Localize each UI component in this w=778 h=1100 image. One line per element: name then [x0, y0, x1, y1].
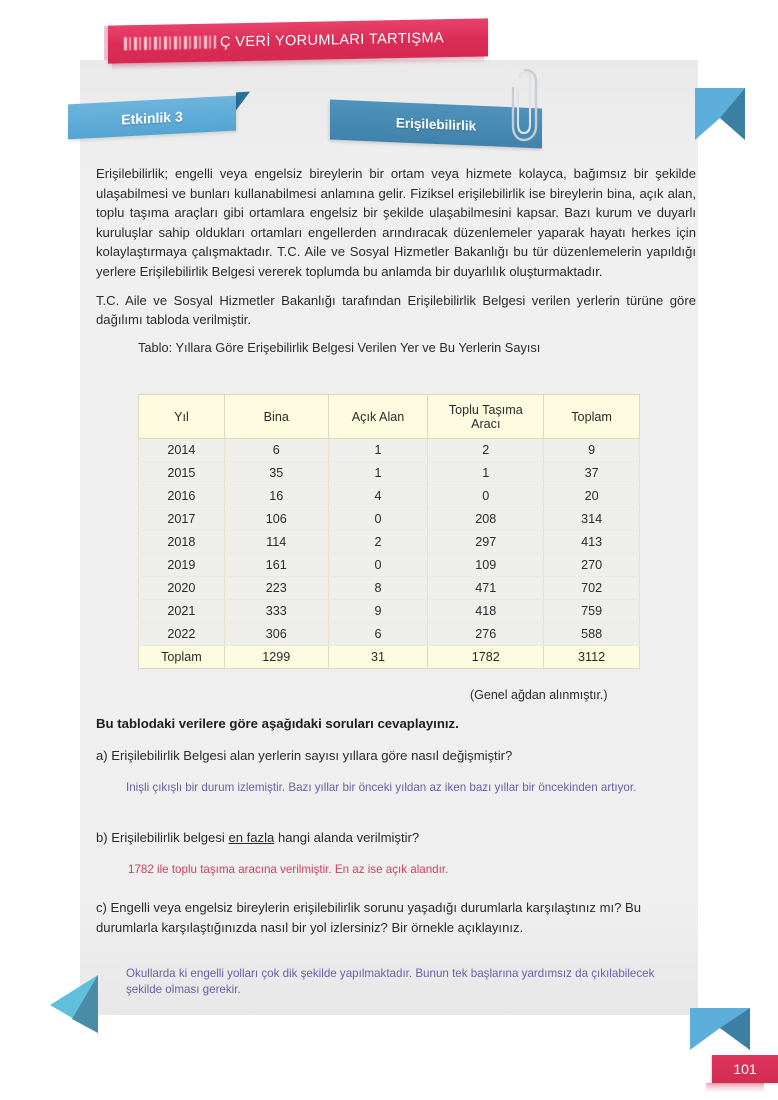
table-header-row	[139, 395, 640, 439]
accessibility-table-wrapper	[138, 394, 640, 669]
table-cell-toplam: 270	[544, 554, 640, 577]
answer-a: Inişli çıkışlı bir durum izlemiştir. Bazı yıllar bir önceki yıldan az iken bazı yıllar bir öncekinden artıyor.	[126, 781, 637, 794]
table-cell-toplu-tasima: 297	[428, 531, 544, 554]
table-cell-yil: 2015	[139, 462, 225, 485]
table-cell-yil: 2017	[139, 508, 225, 531]
table-cell-acik-alan: 1	[328, 439, 428, 462]
table-row	[139, 577, 640, 600]
table-cell-bina: 223	[224, 577, 328, 600]
ribbon-bottom-right-icon	[690, 1008, 750, 1050]
table-cell-acik-alan: 6	[328, 623, 428, 646]
table-cell-acik-alan: 1	[328, 462, 428, 485]
source-note: (Genel ağdan alınmıştır.)	[470, 688, 608, 702]
toplu-line-2: Aracı	[471, 416, 501, 431]
question-a: a) Erişilebilirlik Belgesi alan yerlerin sayısı yıllara göre nasıl değişmiştir?	[96, 748, 513, 763]
question-c: c) Engelli veya engelsiz bireylerin erişilebilirlik sorunu yaşadığı durumlarla karşılaştınız mı? Bu durumlarla karşılaştığınızda nasıl bir yol izlersiniz? Bir örnekle açıklayınız.	[96, 900, 642, 935]
table-row	[139, 508, 640, 531]
table-cell-toplu-tasima: 208	[428, 508, 544, 531]
table-cell-bina: 16	[224, 485, 328, 508]
table-cell-bina: 306	[224, 623, 328, 646]
table-cell-toplam: 314	[544, 508, 640, 531]
table-row	[139, 439, 640, 462]
table-cell-toplam: 20	[544, 485, 640, 508]
redacted-text-block	[124, 36, 216, 51]
questions-intro: Bu tablodaki verilere göre aşağıdaki soruları cevaplayınız.	[96, 716, 459, 731]
table-cell-toplu-tasima: 109	[428, 554, 544, 577]
table-cell-yil: 2014	[139, 439, 225, 462]
question-b-pre: b) Erişilebilirlik belgesi	[96, 830, 229, 845]
table-row	[139, 623, 640, 646]
table-cell-acik-alan: 31	[328, 646, 428, 669]
table-head	[139, 395, 640, 439]
answer-c: Okullarda ki engelli yolları çok dik şekilde yapılmaktadır. Bunun tek başlarına yardımsız da çıkılabilecek şekilde olması gerekir.	[126, 967, 655, 996]
unit-banner-visible-text: Ç VERİ YORUMLARI TARTIŞMA	[220, 30, 445, 51]
table-header-bina: Bina	[224, 395, 328, 439]
table-cell-toplam: 37	[544, 462, 640, 485]
table-body	[139, 439, 640, 669]
tab-activity-label: Etkinlik 3	[121, 107, 183, 128]
unit-banner	[108, 18, 488, 63]
table-cell-bina: 333	[224, 600, 328, 623]
answer-b: 1782 ile toplu taşıma aracına verilmiştir. En az ise açık alandır.	[128, 863, 449, 876]
table-cell-bina: 35	[224, 462, 328, 485]
table-cell-toplam: 413	[544, 531, 640, 554]
table-cell-toplu-tasima: 418	[428, 600, 544, 623]
table-cell-acik-alan: 9	[328, 600, 428, 623]
table-row	[139, 554, 640, 577]
question-b	[96, 830, 696, 845]
table-cell-toplam: 759	[544, 600, 640, 623]
table-row	[139, 531, 640, 554]
table-cell-acik-alan: 0	[328, 508, 428, 531]
accessibility-table	[138, 394, 640, 669]
table-header-yil: Yıl	[139, 395, 225, 439]
paragraph-table-intro: T.C. Aile ve Sosyal Hizmetler Bakanlığı tarafından Erişilebilirlik Belgesi verilen yerlerin türüne göre dağılımı tabloda verilmiştir.	[96, 292, 696, 328]
table-row	[139, 485, 640, 508]
table-cell-acik-alan: 8	[328, 577, 428, 600]
article-body	[96, 164, 696, 355]
table-cell-bina: 6	[224, 439, 328, 462]
toplu-line-1: Toplu Taşıma	[448, 402, 523, 417]
paragraph-definition: Erişilebilirlik; engelli veya engelsiz bireylerin bir ortam veya hizmete kolayca, bağımsız bir şekilde ulaşabilmesi ve bunları kullanabilmesi anlamına gelir. Fiziksel erişilebilirlik ise bireylerin bina, açık alan, toplu taşıma araçları gibi ortamlara engelsiz bir şekilde ulaşabilmesini kapsar. Bazı kurum ve duyarlı kuruluşlar sahip oldukları ortamları engellerden arındıracak düzenlemeler yaparak hayatı herkes için kolaylaştırmaya çalışmaktadır. T.C. Aile ve Sosyal Hizmetler Bakanlığı bu tür düzenlemelerin yapıldığı yerlere Erişilebilirlik Belgesi vererek toplumda bu anlamda bir duyarlılık oluşturmaktadır.	[96, 166, 696, 279]
table-cell-yil: 2016	[139, 485, 225, 508]
unit-banner-text	[124, 30, 444, 52]
ribbon-bottom-left-icon	[42, 975, 98, 1033]
table-cell-toplu-tasima: 2	[428, 439, 544, 462]
table-cell-toplu-tasima: 0	[428, 485, 544, 508]
table-row	[139, 462, 640, 485]
page-number-shadow	[706, 1083, 764, 1092]
tab-subject-label: Erişilebilirlik	[395, 114, 477, 134]
table-header-acik-alan: Açık Alan	[328, 395, 428, 439]
table-cell-bina: 161	[224, 554, 328, 577]
table-cell-acik-alan: 2	[328, 531, 428, 554]
table-cell-yil: 2018	[139, 531, 225, 554]
table-cell-toplu-tasima: 1	[428, 462, 544, 485]
table-cell-toplu-tasima: 471	[428, 577, 544, 600]
ribbon-top-right-icon	[695, 88, 745, 146]
table-cell-yil: 2021	[139, 600, 225, 623]
table-cell-yil: 2020	[139, 577, 225, 600]
table-cell-bina: 106	[224, 508, 328, 531]
table-cell-toplam: 9	[544, 439, 640, 462]
table-cell-toplam: 3112	[544, 646, 640, 669]
table-cell-yil: 2019	[139, 554, 225, 577]
table-header-toplu-tasima	[428, 395, 544, 439]
table-cell-acik-alan: 0	[328, 554, 428, 577]
table-total-row	[139, 646, 640, 669]
table-cell-toplam: 588	[544, 623, 640, 646]
question-b-post: hangi alanda verilmiştir?	[274, 830, 420, 845]
table-row	[139, 600, 640, 623]
page-number-text: 101	[733, 1061, 757, 1077]
activity-tab-fold	[236, 92, 250, 111]
table-cell-bina: 1299	[224, 646, 328, 669]
paperclip-icon	[508, 64, 542, 148]
table-cell-toplu-tasima: 276	[428, 623, 544, 646]
question-b-emphasis: en fazla	[228, 830, 275, 845]
table-cell-acik-alan: 4	[328, 485, 428, 508]
table-cell-toplam: 702	[544, 577, 640, 600]
table-cell-bina: 114	[224, 531, 328, 554]
table-cell-yil: 2022	[139, 623, 225, 646]
table-cell-yil: Toplam	[139, 646, 225, 669]
table-caption: Tablo: Yıllara Göre Erişebilirlik Belgesi Verilen Yer ve Bu Yerlerin Sayısı	[138, 339, 541, 355]
table-cell-toplu-tasima: 1782	[428, 646, 544, 669]
page-number-badge	[712, 1055, 778, 1083]
table-header-toplam: Toplam	[544, 395, 640, 439]
